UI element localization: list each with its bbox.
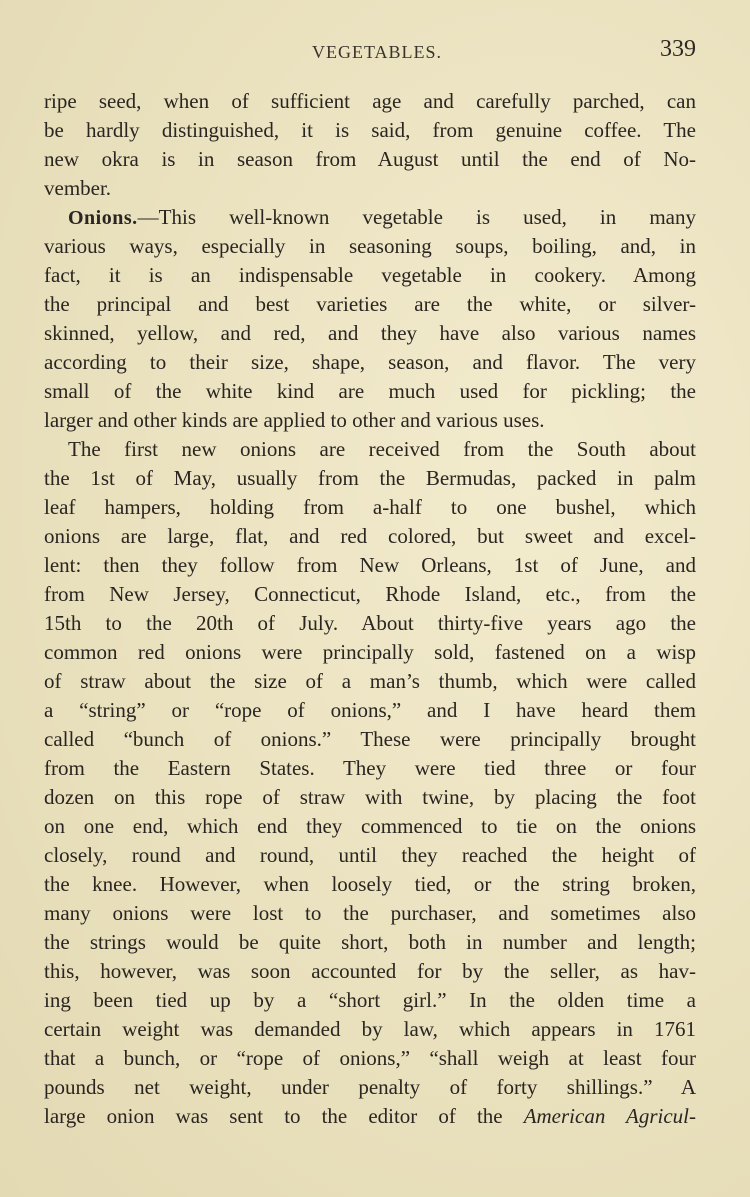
text-line: this, however, was soon accounted for by the seller, as hav- <box>44 959 696 983</box>
text-span: large onion was sent to the editor of the <box>44 1104 503 1128</box>
text-line: ing been tied up by a “short girl.” In the olden time a <box>44 988 696 1012</box>
text-line: small of the white kind are much used for pickling; the <box>44 379 696 403</box>
text-line <box>44 1102 696 1131</box>
text-line: dozen on this rope of straw with twine, by placing the foot <box>44 785 696 809</box>
text-line: 15th to the 20th of July. About thirty-five years ago the <box>44 611 696 635</box>
text-span: —This well-known vegetable is used, in many <box>137 205 696 229</box>
text-line: onions are large, flat, and red colored, but sweet and excel- <box>44 524 696 548</box>
text-line: the 1st of May, usually from the Bermudas, packed in palm <box>44 466 696 490</box>
text-line: of straw about the size of a man’s thumb, which were called <box>44 669 696 693</box>
text-line: various ways, especially in seasoning soups, boiling, and, in <box>44 234 696 258</box>
text-line: larger and other kinds are applied to other and various uses. <box>44 408 545 432</box>
text-line: new okra is in season from August until the end of No- <box>44 147 696 171</box>
text-line: according to their size, shape, season, and flavor. The very <box>44 350 696 374</box>
text-line: The first new onions are received from the South about <box>68 437 696 461</box>
section-heading: Onions. <box>68 207 138 229</box>
body-text <box>44 87 696 1131</box>
text-line: many onions were lost to the purchaser, and sometimes also <box>44 901 696 925</box>
text-line: common red onions were principally sold, fastened on a wisp <box>44 640 696 664</box>
text-line: certain weight was demanded by law, which appears in 1761 <box>44 1017 696 1041</box>
text-line: closely, round and round, until they reached the height of <box>44 843 696 867</box>
text-line: skinned, yellow, and red, and they have also various names <box>44 321 696 345</box>
text-line: vember. <box>44 176 112 200</box>
page-number: 339 <box>660 36 696 62</box>
text-line: the strings would be quite short, both in number and length; <box>44 930 696 954</box>
text-line: lent: then they follow from New Orleans, 1st of June, and <box>44 553 696 577</box>
text-line: be hardly distinguished, it is said, from genuine coffee. The <box>44 118 696 142</box>
text-line: the knee. However, when loosely tied, or the string broken, <box>44 872 696 896</box>
section-start-line <box>44 203 696 232</box>
text-line: that a bunch, or “rope of onions,” “shall weigh at least four <box>44 1046 696 1070</box>
text-line: leaf hampers, holding from a-half to one bushel, which <box>44 495 696 519</box>
text-line: pounds net weight, under penalty of forty shillings.” A <box>44 1075 696 1099</box>
text-line: from New Jersey, Connecticut, Rhode Island, etc., from the <box>44 582 696 606</box>
italic-title-span: American Agricul- <box>523 1104 697 1128</box>
text-line: fact, it is an indispensable vegetable in cookery. Among <box>44 263 696 287</box>
running-header <box>44 38 696 68</box>
text-line: ripe seed, when of sufficient age and carefully parched, can <box>44 89 696 113</box>
text-line: on one end, which end they commenced to tie on the onions <box>44 814 696 838</box>
text-line: from the Eastern States. They were tied three or four <box>44 756 696 780</box>
running-title: VEGETABLES. <box>312 42 443 62</box>
text-line: a “string” or “rope of onions,” and I have heard them <box>44 698 696 722</box>
text-line: the principal and best varieties are the white, or silver- <box>44 292 696 316</box>
text-line: called “bunch of onions.” These were principally brought <box>44 727 696 751</box>
